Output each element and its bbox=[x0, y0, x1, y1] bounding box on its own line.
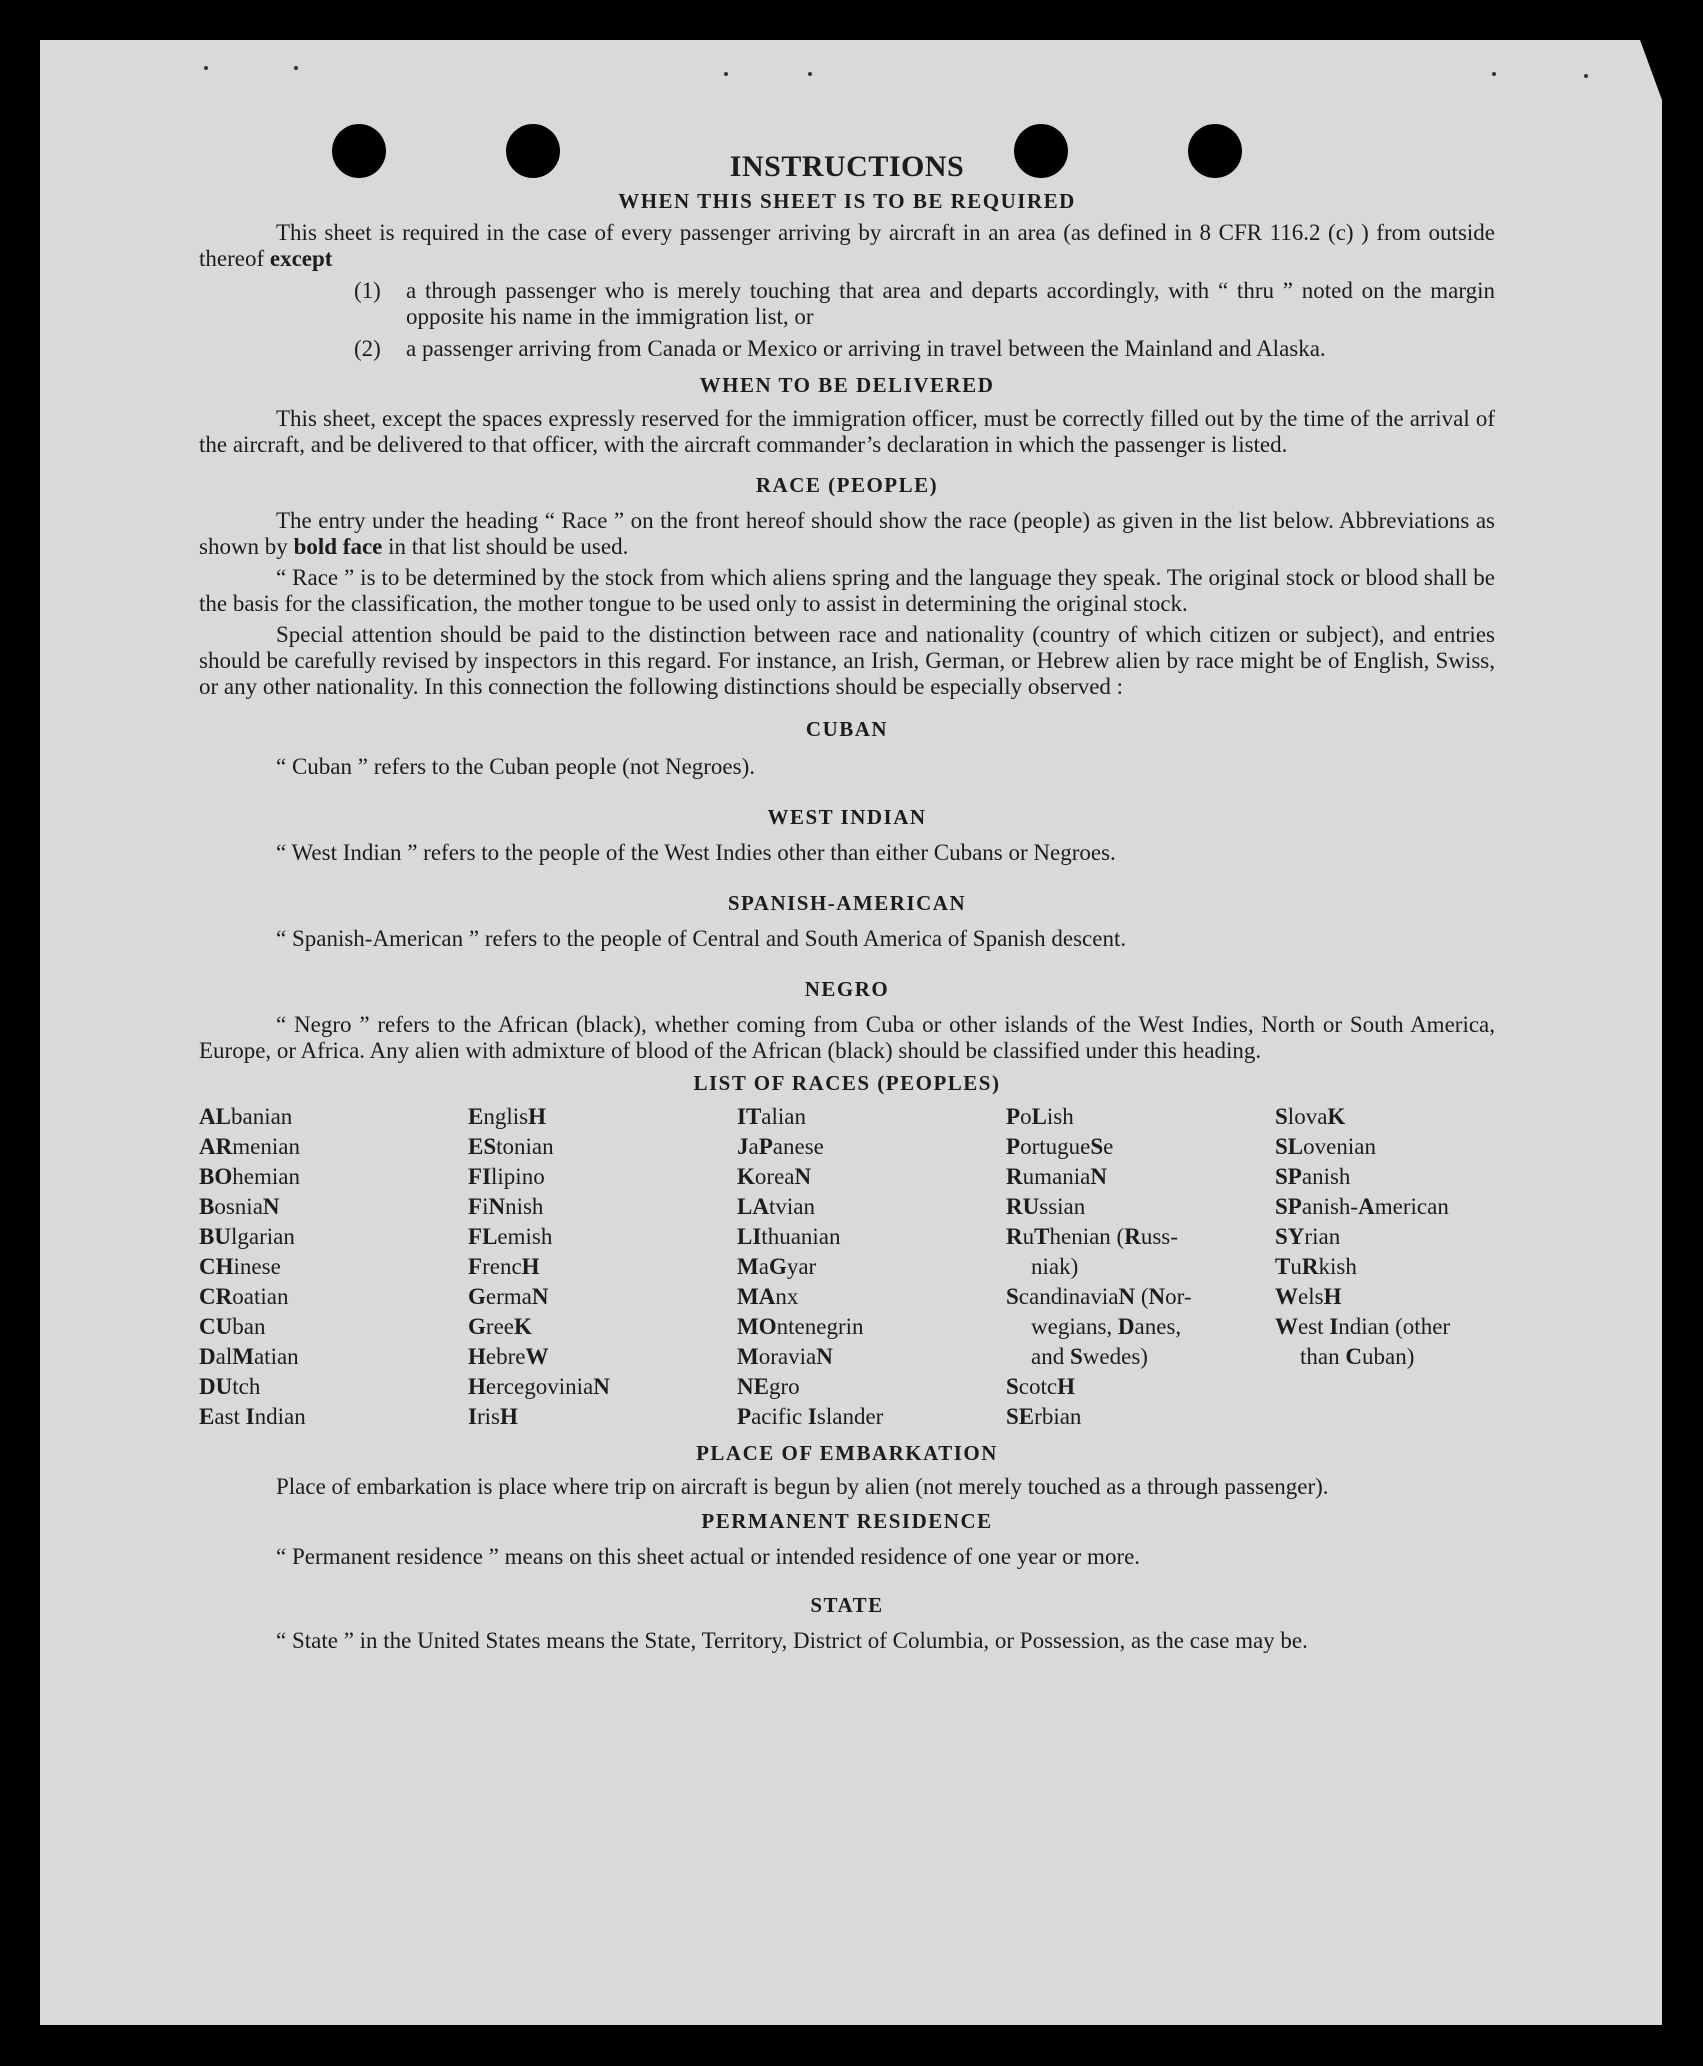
heading-cuban: CUBAN bbox=[805, 717, 889, 741]
race-paragraph-2: “ Race ” is to be determined by the stock from which aliens spring and the language they speak. The original stock or blood shall be the basis for the classification, the mother tongue to be used only to assist in determining the original stock. bbox=[199, 565, 1495, 616]
race-item: SPanish bbox=[1275, 1164, 1351, 1189]
race-item: FiNnish bbox=[468, 1194, 544, 1219]
speck bbox=[724, 72, 728, 76]
race-item: West Indian (other bbox=[1275, 1314, 1451, 1339]
list-item: (1) a through passenger who is merely touching that area and departs accordingly, with “ thru ” noted on the margin opposite his name in the immigration list, or bbox=[354, 278, 1495, 329]
race-item: KoreaN bbox=[737, 1164, 812, 1189]
race-item: EStonian bbox=[468, 1134, 554, 1159]
race-item: TuRkish bbox=[1275, 1254, 1357, 1279]
race-item: WelsH bbox=[1275, 1284, 1342, 1309]
cuban-paragraph: “ Cuban ” refers to the Cuban people (not Negroes). bbox=[276, 754, 756, 779]
race-paragraph-3: Special attention should be paid to the distinction between race and nationality (country of which citizen or subject), and entries should be carefully revised by inspectors in this regard. For instance, an Irish, German, or Hebrew alien by race might be of English, Swiss, or any other nationality. In this connection the following distinctions should be especially observed : bbox=[199, 622, 1495, 699]
race-item: RumaniaN bbox=[1006, 1164, 1107, 1189]
race-item: RuThenian (Russ- bbox=[1006, 1224, 1178, 1249]
race-column-3 bbox=[737, 1102, 1006, 1432]
embarkation-paragraph: Place of embarkation is place where trip on aircraft is begun by alien (not merely touched as a through passenger). bbox=[276, 1474, 1329, 1499]
race-item: FLemish bbox=[468, 1224, 553, 1249]
race-item: ITalian bbox=[737, 1104, 807, 1129]
race-item: GreeK bbox=[468, 1314, 532, 1339]
speck bbox=[1492, 72, 1496, 76]
when-required-paragraph: This sheet is required in the case of every passenger arriving by aircraft in an area (as defined in 8 CFR 116.2 (c) ) from outside thereof except bbox=[199, 220, 1495, 271]
race-item: PoLish bbox=[1006, 1104, 1074, 1129]
speck bbox=[1584, 74, 1588, 78]
race-item: Pacific Islander bbox=[737, 1404, 884, 1429]
speck bbox=[294, 66, 298, 70]
race-item-continued: than Cuban) bbox=[1300, 1344, 1415, 1369]
race-item: SLovenian bbox=[1275, 1134, 1376, 1159]
race-item: SlovaK bbox=[1275, 1104, 1346, 1129]
race-item: HercegoviniaN bbox=[468, 1374, 610, 1399]
race-item: BosniaN bbox=[199, 1194, 280, 1219]
race-item: CRoatian bbox=[199, 1284, 289, 1309]
instructions-body bbox=[199, 150, 1495, 1654]
race-item: BUlgarian bbox=[199, 1224, 295, 1249]
residence-paragraph: “ Permanent residence ” means on this sheet actual or intended residence of one year or more. bbox=[276, 1544, 1141, 1569]
race-item: NEgro bbox=[737, 1374, 800, 1399]
page-title: INSTRUCTIONS bbox=[729, 150, 965, 183]
race-item: IrisH bbox=[468, 1404, 518, 1429]
race-item: East Indian bbox=[199, 1404, 306, 1429]
race-item: PortugueSe bbox=[1006, 1134, 1114, 1159]
race-item: SErbian bbox=[1006, 1404, 1082, 1429]
heading-race: RACE (PEOPLE) bbox=[755, 473, 939, 497]
race-item-continued: and Swedes) bbox=[1031, 1344, 1148, 1369]
race-item: SPanish-American bbox=[1275, 1194, 1449, 1219]
race-item: LIthuanian bbox=[737, 1224, 841, 1249]
heading-negro: NEGRO bbox=[804, 977, 890, 1001]
speck bbox=[204, 66, 208, 70]
race-item: CHinese bbox=[199, 1254, 281, 1279]
race-item: ARmenian bbox=[199, 1134, 300, 1159]
heading-spanish-american: SPANISH-AMERICAN bbox=[727, 891, 967, 915]
state-paragraph: “ State ” in the United States means the State, Territory, District of Columbia, or Possession, as the case may be. bbox=[276, 1628, 1308, 1653]
race-item: JaPanese bbox=[737, 1134, 824, 1159]
heading-embarkation: PLACE OF EMBARKATION bbox=[696, 1441, 998, 1465]
race-item: LAtvian bbox=[737, 1194, 815, 1219]
race-column-1 bbox=[199, 1102, 468, 1432]
race-column-5 bbox=[1275, 1102, 1495, 1432]
list-item: (2) a passenger arriving from Canada or Mexico or arriving in travel between the Mainland and Alaska. bbox=[354, 336, 1326, 361]
race-item: SYrian bbox=[1275, 1224, 1341, 1249]
race-item: ScandinaviaN (Nor- bbox=[1006, 1284, 1192, 1309]
heading-when-delivered: WHEN TO BE DELIVERED bbox=[699, 373, 995, 397]
race-item: DalMatian bbox=[199, 1344, 299, 1369]
speck bbox=[808, 72, 812, 76]
spanish-american-paragraph: “ Spanish-American ” refers to the people of Central and South America of Spanish descent. bbox=[276, 926, 1127, 951]
race-item: FrencH bbox=[468, 1254, 540, 1279]
race-list bbox=[199, 1102, 1495, 1432]
race-item: ScotcH bbox=[1006, 1374, 1076, 1399]
west-indian-paragraph: “ West Indian ” refers to the people of the West Indies other than either Cubans or Negroes. bbox=[276, 840, 1116, 865]
heading-list-of-races: LIST OF RACES (PEOPLES) bbox=[693, 1071, 1001, 1095]
race-item: FIlipino bbox=[468, 1164, 545, 1189]
heading-when-required: WHEN THIS SHEET IS TO BE REQUIRED bbox=[618, 189, 1076, 213]
heading-residence: PERMANENT RESIDENCE bbox=[701, 1509, 993, 1533]
race-item: DUtch bbox=[199, 1374, 261, 1399]
race-column-2 bbox=[468, 1102, 737, 1432]
race-column-4 bbox=[1006, 1102, 1275, 1432]
race-item: HebreW bbox=[468, 1344, 549, 1369]
when-delivered-paragraph: This sheet, except the spaces expressly reserved for the immigration officer, must be correctly filled out by the time of the arrival of the aircraft, and be delivered to that officer, with the aircraft commander’s declaration in which the passenger is listed. bbox=[199, 406, 1495, 457]
race-item: MAnx bbox=[737, 1284, 799, 1309]
heading-state: STATE bbox=[810, 1593, 884, 1617]
race-item: MaGyar bbox=[737, 1254, 817, 1279]
race-item: MoraviaN bbox=[737, 1344, 833, 1369]
race-item: BOhemian bbox=[199, 1164, 300, 1189]
race-item: ALbanian bbox=[199, 1104, 293, 1129]
race-item: CUban bbox=[199, 1314, 266, 1339]
race-item: RUssian bbox=[1006, 1194, 1086, 1219]
race-item: GermaN bbox=[468, 1284, 549, 1309]
heading-west-indian: WEST INDIAN bbox=[767, 805, 927, 829]
race-item: EnglisH bbox=[468, 1104, 546, 1129]
race-item-continued: wegians, Danes, bbox=[1031, 1314, 1182, 1339]
negro-paragraph: “ Negro ” refers to the African (black), whether coming from Cuba or other islands of the West Indies, North or South America, Europe, or Africa. Any alien with admixture of blood of the African (black) should be classified under this heading. bbox=[199, 1012, 1495, 1063]
race-item-continued: niak) bbox=[1031, 1254, 1079, 1279]
race-item: MOntenegrin bbox=[737, 1314, 864, 1339]
race-paragraph-1: The entry under the heading “ Race ” on the front hereof should show the race (people) as given in the list below. Abbreviations as shown by bold face in that list should be used. bbox=[199, 508, 1495, 559]
